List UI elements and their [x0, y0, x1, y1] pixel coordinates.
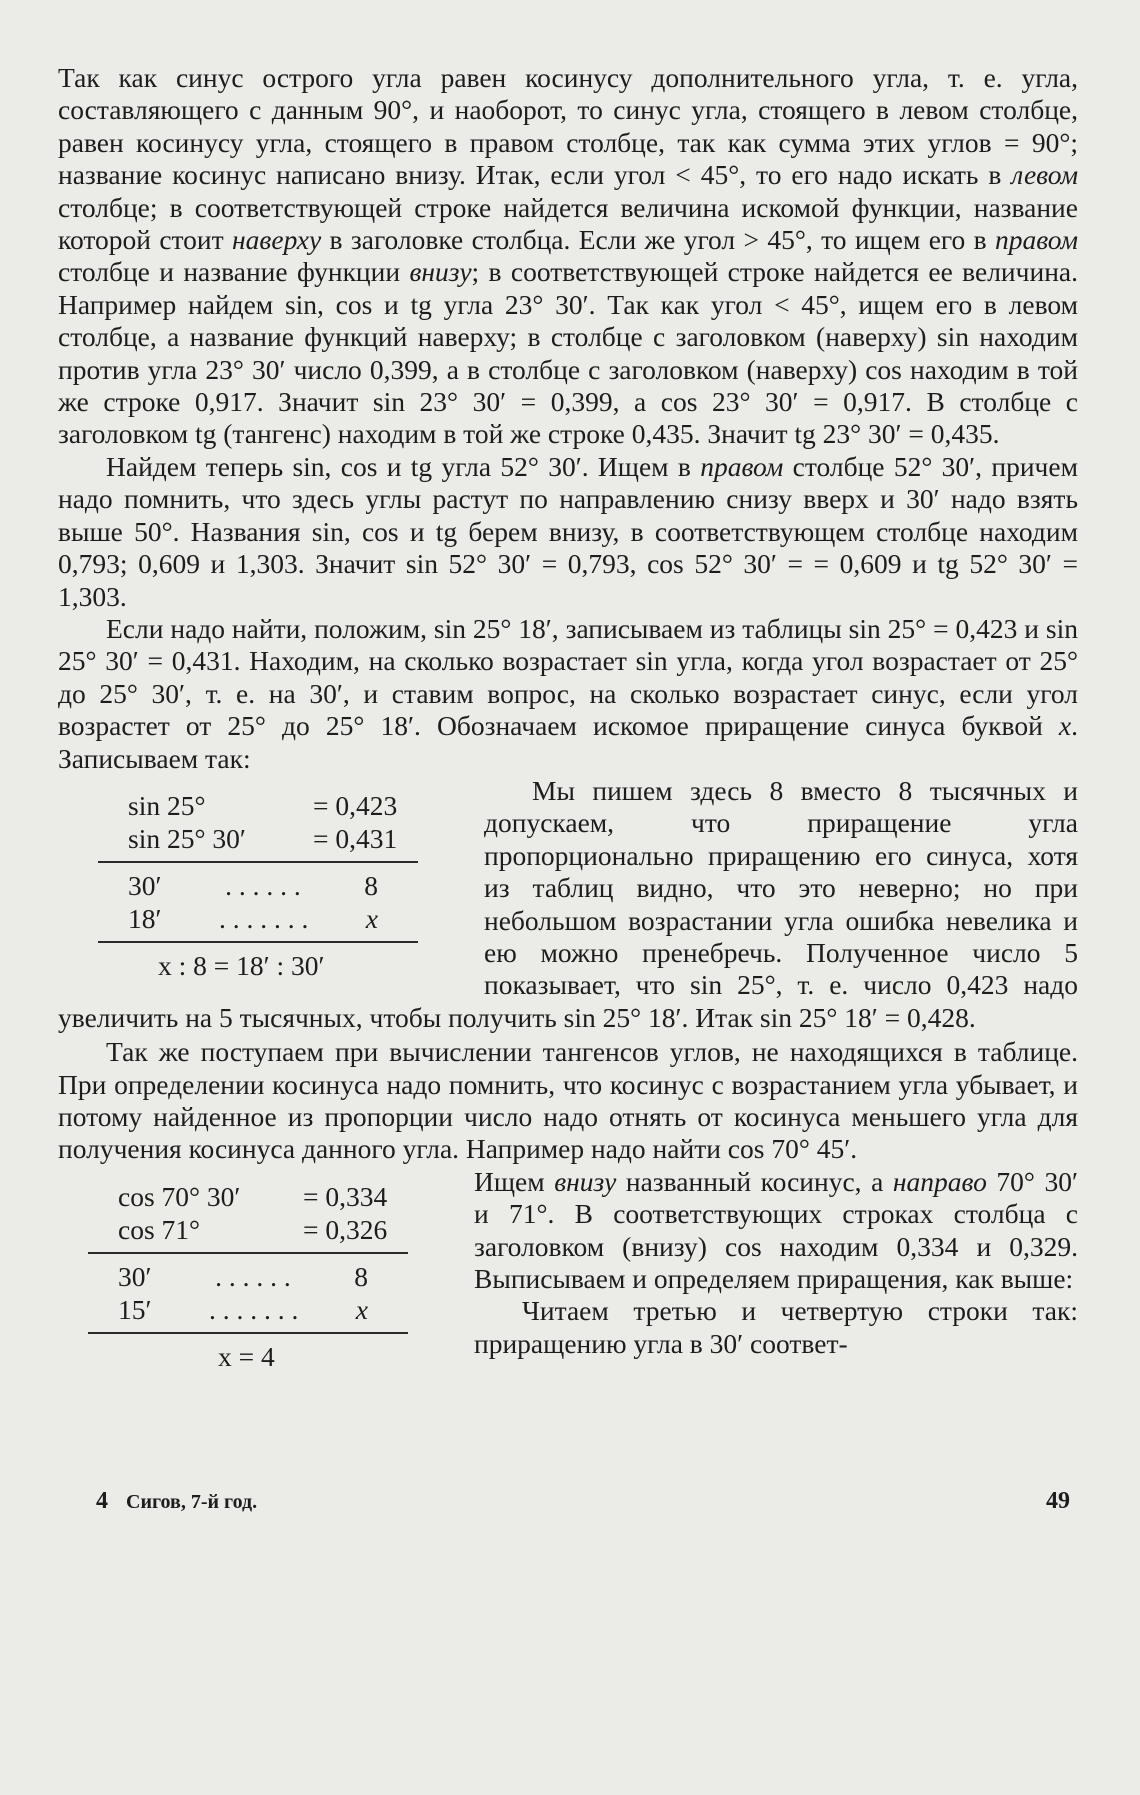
calc1-dots-2 — [98, 902, 378, 935]
calc2-divider — [88, 1252, 408, 1254]
signature-mark — [96, 1488, 257, 1515]
p6-text-a: Ищем — [474, 1165, 555, 1197]
calc1-divider-2 — [98, 941, 418, 943]
calc2-result: x = 4 — [218, 1340, 275, 1372]
calc2-d1-left: 30′ — [118, 1260, 152, 1292]
dot-leader: . . . . . . . — [218, 902, 309, 934]
p1-text-c: в заголовке столбца. Если же угол > 45°, то ищем его в — [321, 224, 995, 256]
p1-text-e: ; в соответствующей строке найдется ее величина. Например найдем sin, cos и tg угла 23° 30′. Так как угол < 45°, ищем его в левом столбце, а название функций наверху; в столбце с заголовком (наверху) sin находим против угла 23° 30′ число 0,399, а в столбце с заголовком (наверху) cos находим в той же строке 0,917. Значит sin 23° 30′ = 0,399, a cos 23° 30′ = 0,917. В столбце с заголовком tg (тангенс) находим в той же строке 0,435. Значит tg 23° 30′ = 0,435. — [58, 256, 1078, 450]
p1-italic-bottom: внизу — [409, 256, 472, 288]
calc2-d2-right: x — [355, 1293, 368, 1325]
calc2-row1-label: cos 70° 30′ — [118, 1180, 241, 1212]
calc2-d2-left: 15′ — [118, 1293, 152, 1325]
paragraph-4: Мы пишем здесь 8 вместо 8 тысячных и допускаем, что приращение угла пропорционально приращению его синуса, хотя из таблиц видно, что это неверно; но при небольшом возрастании угла ошибка невелика и ею можно пренебречь. Полученное число 5 показывает, что sin 25°, т. е. число 0,423 надо увеличить на 5 тысячных, чтобы получить sin 25° 18′. Итак sin 25° 18′ = 0,428. — [58, 774, 1078, 1033]
calc1-dots-1 — [98, 869, 378, 902]
calc1-divider — [98, 861, 418, 863]
calc2-row-1 — [88, 1180, 448, 1213]
paragraph-5: Так же поступаем при вычислении тангенсов углов, не находящихся в таблице. При определении косинуса надо помнить, что косинус с возрастанием угла убывает, и потому найденное из пропорции число надо отнять от косинуса меньшего угла для получения косинуса данного угла. Например надо найти cos 70° 45′. — [58, 1036, 1078, 1165]
page-number: 49 — [1046, 1488, 1070, 1514]
dot-leader: . . . . . . — [225, 869, 301, 901]
p1-text-b: столбце; в соответствующей строке найдется величина искомой функции, название которой стоит — [58, 191, 1078, 256]
p1-italic-left: левом — [1011, 159, 1078, 191]
p1-text-d: столбце и название функции — [58, 256, 410, 288]
calc2-divider-2 — [88, 1332, 408, 1334]
p6-text-b: названный косинус, а — [616, 1165, 893, 1197]
p3-variable-x: x — [1058, 710, 1072, 742]
signature-number: 4 — [96, 1488, 108, 1514]
calc1-row1-label: sin 25° — [128, 789, 206, 821]
p2-italic: правом — [700, 450, 784, 482]
text-column — [58, 62, 1078, 1373]
calc1-row1-value: = 0,423 — [313, 789, 398, 821]
p2-text-b: столбце 52° 30′, причем надо помнить, что здесь углы растут по направлению снизу вверх и 30′ надо взять выше 50°. Названия sin, cos и tg берем внизу, в соответствующем столбце находим 0,793; 0,609 и 1,303. Значит sin 52° 30′ = 0,793, cos 52° 30′ = = 0,609 и tg 52° 30′ = 1,303. — [58, 450, 1078, 612]
calc2-row-2 — [88, 1213, 448, 1246]
calc-section-2 — [58, 1166, 1078, 1373]
calc1-d1-right: 8 — [364, 869, 378, 901]
paragraph-1 — [58, 62, 1078, 451]
p1-italic-top: наверху — [232, 224, 322, 256]
p2-text-a: Найдем теперь sin, cos и tg угла 52° 30′. Ищем в — [106, 450, 701, 482]
paragraph-7: Читаем третью и четвертую строки так: приращению угла в 30′ соответ- — [474, 1295, 1078, 1359]
dot-leader: . . . . . . — [215, 1260, 291, 1292]
calc2-dots-2 — [88, 1293, 368, 1326]
p1-text-a: Так как синус острого угла равен косинусу дополнительного угла, т. е. угла, составляющего с данным 90°, и наоборот, то синус угла, стоящего в левом столбце, равен косинусу угла, стоящего в правом столбце, так как сумма этих углов = 90°; название косинус написано внизу. Итак, если угол < 45°, то его надо искать в — [58, 62, 1078, 191]
calc2-row1-value: = 0,334 — [303, 1180, 388, 1212]
paragraph-2 — [58, 451, 1078, 613]
calc1-d2-left: 18′ — [128, 902, 162, 934]
calc2-d1-right: 8 — [354, 1260, 368, 1292]
calc1-d1-left: 30′ — [128, 869, 162, 901]
page-footer — [0, 1488, 1140, 1528]
calc1-row2-value: = 0,431 — [313, 822, 398, 854]
dot-leader: . . . . . . . — [208, 1293, 299, 1325]
p3-text: Если надо найти, положим, sin 25° 18′, записываем из таблицы sin 25° = 0,423 и sin 25° 30′ = 0,431. Находим, на сколько возрастает sin угла, когда угол возрастает от 25° до 25° 30′, т. е. на 30′, и ставим вопрос, на сколько возрастает синус, если угол возрастет от 25° до 25° 18′. Обозначаем искомое приращение синуса буквой — [58, 612, 1078, 742]
p3-end: . Записываем так: — [58, 710, 1078, 774]
p1-italic-right: правом — [994, 224, 1079, 256]
calc1-row-1 — [98, 789, 458, 822]
calc2-dots-1 — [88, 1260, 368, 1293]
paragraph-3 — [58, 613, 1078, 775]
calc1-result: x : 8 = 18′ : 30′ — [158, 949, 325, 981]
p6-italic-right: направо — [892, 1165, 987, 1197]
p6-italic-bottom: внизу — [554, 1165, 617, 1197]
proportion-sine — [98, 789, 458, 982]
calc2-row2-value: = 0,326 — [303, 1213, 388, 1245]
calc1-row2-label: sin 25° 30′ — [128, 822, 246, 854]
calc1-row-2 — [98, 822, 458, 855]
p6-text-c: 70° 30′ и 71°. В соответствующих строках столбца с заголовком (внизу) cos находим 0,334 и 0,329. Выписываем и определяем приращения, как выше: — [474, 1165, 1078, 1295]
calc-section-1 — [58, 775, 1078, 1034]
calc1-d2-right: x — [365, 902, 378, 934]
calc2-row2-label: cos 71° — [118, 1213, 201, 1245]
proportion-cosine — [88, 1180, 448, 1373]
signature-text: Сигов, 7-й год. — [126, 1491, 258, 1513]
